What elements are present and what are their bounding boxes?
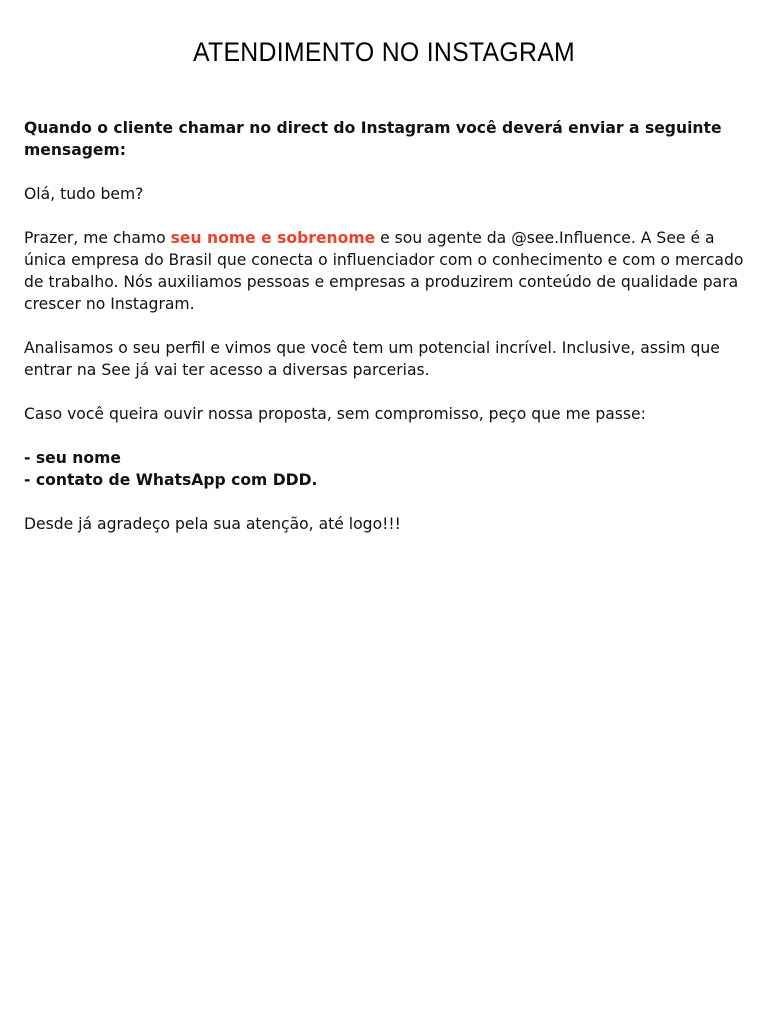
- request-paragraph: Caso você queira ouvir nossa proposta, sem compromisso, peço que me passe:: [24, 405, 646, 423]
- page-title: ATENDIMENTO NO INSTAGRAM: [192, 37, 576, 67]
- list-item-whatsapp: - contato de WhatsApp com DDD.: [24, 471, 318, 489]
- list-item-name: - seu nome: [24, 449, 121, 467]
- instruction-text: Quando o cliente chamar no direct do Instagram você deverá enviar a seguinte mensagem:: [24, 119, 722, 159]
- name-placeholder: seu nome e sobrenome: [170, 229, 376, 247]
- greeting-text: Olá, tudo bem?: [24, 185, 144, 203]
- closing-text: Desde já agradeço pela sua atenção, até logo!!!: [24, 515, 401, 533]
- introduction-text-start: Prazer, me chamo: [24, 229, 171, 247]
- analysis-paragraph: Analisamos o seu perfil e vimos que você tem um potencial incrível. Inclusive, assim que entrar na See já vai ter acesso a diversas parcerias.: [24, 339, 720, 379]
- introduction-text-end: e sou agente da @see.Influence. A See é a única empresa do Brasil que conecta o influenciador com o conhecimento e com o mercado de trabalho. Nós auxiliamos pessoas e empresas a produzirem conteúdo de qualidade para crescer no Instagram.: [24, 229, 744, 313]
- request-list: [24, 447, 748, 491]
- message-body: [24, 117, 748, 557]
- introduction-paragraph: [24, 227, 748, 315]
